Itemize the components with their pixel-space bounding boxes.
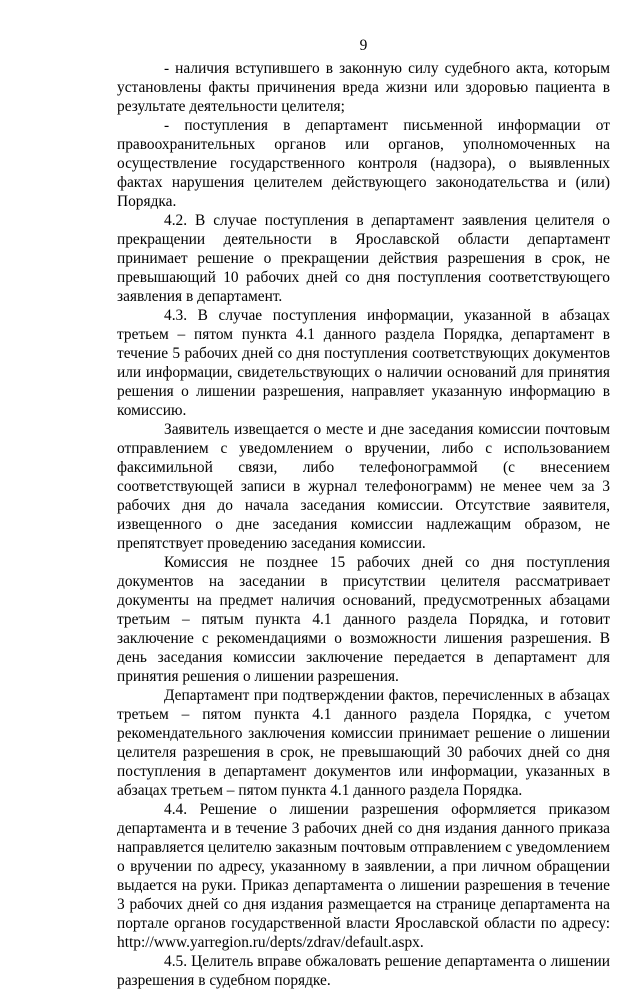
paragraph-department-decision: Департамент при подтверждении фактов, перечисленных в абзацах третьем – пятом пункта 4.1 данного раздела Порядка, с учетом рекомендательного заключения комиссии принимает решение о лишении целителя разрешения в срок, не превышающий 30 рабочих дней со дня поступления в департамент документов или информации, указанных в абзацах третьем – пятом пункта 4.1 данного раздела Порядка. (117, 687, 610, 799)
paragraph-law-enforcement-info: - поступления в департамент письменной информации от правоохранительных органов или органов, уполномоченных на осуществление государственного контроля (надзора), о выявленных фактах нарушения целителем действующего законодательства и (или) Порядка. (117, 117, 610, 210)
paragraph-4-3: 4.3. В случае поступления информации, указанной в абзацах третьем – пятом пункта 4.1 данного раздела Порядка, департамент в течение 5 рабочих дней со дня поступления соответствующих документов или информации, свидетельствующих о наличии оснований для принятия решения о лишении разрешения, направляет указанную информацию в комиссию. (117, 307, 610, 419)
paragraph-4-5: 4.5. Целитель вправе обжаловать решение департамента о лишении разрешения в судебном порядке. (117, 953, 610, 989)
page-number: 9 (359, 37, 368, 54)
paragraph-4-4: 4.4. Решение о лишении разрешения оформляется приказом департамента и в течение 3 рабочих дней со дня издания данного приказа направляется целителю заказным почтовым отправлением с уведомлением о вручении по адресу, указанному в заявлении, а при личном обращении выдается на руки. Приказ департамента о лишении разрешения в течение 3 рабочих дней со дня издания размещается на странице департамента на портале органов государственной власти Ярославской области по адресу: http://www.yarregion.ru/depts/zdrav/default.aspx. (117, 801, 610, 951)
paragraph-court-act: - наличия вступившего в законную силу судебного акта, которым установлены факты причинения вреда жизни или здоровью пациента в результате деятельности целителя; (117, 60, 610, 115)
paragraph-applicant-notice: Заявитель извещается о месте и дне заседания комиссии почтовым отправлением с уведомлением о вручении, либо с использованием факсимильной связи, либо телефонограммой (с внесением соответствующей записи в журнал телефонограмм) не менее чем за 3 рабочих дня до начала заседания комиссии. Отсутствие заявителя, извещенного о дне заседания комиссии надлежащим образом, не препятствует проведению заседания комиссии. (117, 421, 610, 552)
paragraph-commission-review: Комиссия не позднее 15 рабочих дней со дня поступления документов на заседании в присутствии целителя рассматривает документы на предмет наличия оснований, предусмотренных абзацами третьим – пятым пункта 4.1 данного раздела Порядка, и готовит заключение с рекомендациями о возможности лишения разрешения. В день заседания комиссии заключение передается в департамент для принятия решения о лишении разрешения. (117, 554, 610, 685)
paragraph-4-2: 4.2. В случае поступления в департамент заявления целителя о прекращении деятельности в Ярославской области департамент принимает решение о прекращении действия разрешения в срок, не превышающий 10 рабочих дней со дня поступления соответствующего заявления в департамент. (117, 212, 610, 305)
